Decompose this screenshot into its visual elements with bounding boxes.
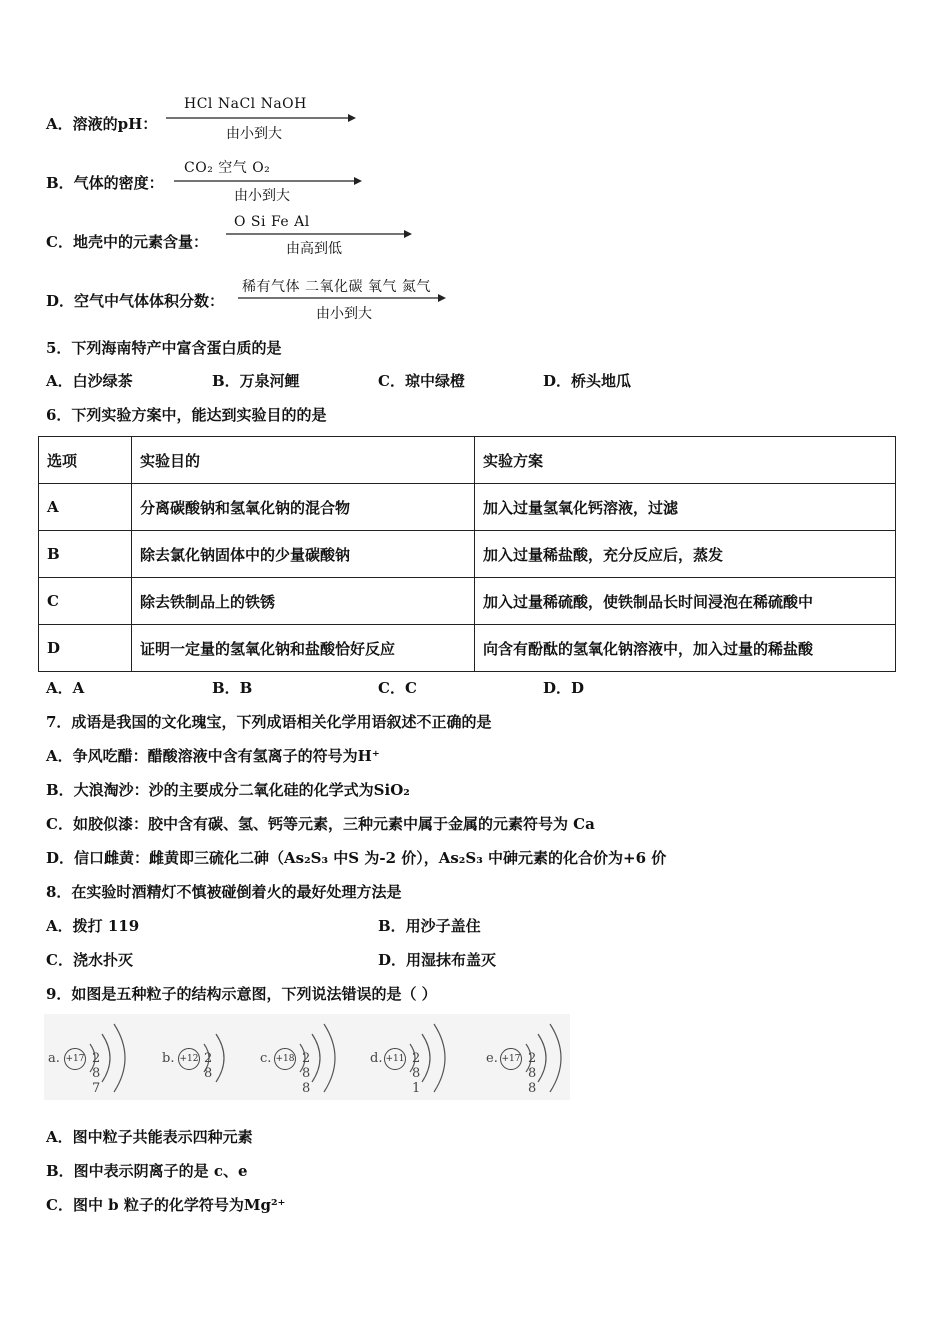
q4-option-c-label: C．地壳中的元素含量： [46,233,208,251]
q8-option-d: D．用湿抹布盖灭 [378,951,497,969]
table-header-cell: 选项 [39,437,132,484]
q6-stem: 6．下列实验方案中，能达到实验目的的是 [46,406,327,424]
table-cell: 证明一定量的氢氧化钠和盐酸恰好反应 [132,625,475,672]
table-cell: A [39,484,132,531]
electron-config: 2 8 8 [528,1051,540,1096]
q5-stem: 5．下列海南特产中富含蛋白质的是 [46,339,282,357]
table-cell: 除去氯化钠固体中的少量碳酸钠 [132,531,475,578]
nucleus-icon: +11 [384,1048,406,1070]
arrow-icon [166,113,358,123]
arrow-icon [238,293,450,303]
q9-option-b: B．图中表示阴离子的是 c、e [46,1162,248,1180]
q8-stem: 8．在实验时酒精灯不慎被碰倒着火的最好处理方法是 [46,883,402,901]
particle-label: a. [48,1051,60,1066]
q9-option-a: A．图中粒子共能表示四种元素 [46,1128,253,1146]
nucleus-icon: +12 [178,1048,200,1070]
q7-option-d: D．信口雌黄：雌黄即三硫化二砷（As₂S₃ 中S 为-2 价），As₂S₃ 中砷元素的化合价为+6 价 [46,849,667,867]
q8-option-c: C．浇水扑灭 [46,951,133,969]
q4-option-b-items: CO₂ 空气 O₂ [184,160,271,176]
q7-option-a: A．争风吃醋：醋酸溶液中含有氢离子的符号为H⁺ [46,747,380,765]
particle-label: b. [162,1051,175,1066]
table-header-cell: 实验目的 [132,437,475,484]
table-cell: B [39,531,132,578]
electron-config: 2 8 8 [302,1051,314,1096]
table-row [39,484,896,531]
q7-option-b: B．大浪淘沙：沙的主要成分二氧化硅的化学式为SiO₂ [46,781,410,799]
q8-option-b: B．用沙子盖住 [378,917,481,935]
q7-option-c: C．如胶似漆：胶中含有碳、氢、钙等元素，三种元素中属于金属的元素符号为 Ca [46,815,595,833]
nucleus-icon: +18 [274,1048,296,1070]
q4-option-b-label: B．气体的密度： [46,174,164,192]
particle-label: e. [486,1051,498,1066]
particle-label: c. [260,1051,272,1066]
q4-option-c-items: O Si Fe Al [234,214,310,230]
q4-option-d-arrow [238,276,450,324]
q7-stem: 7．成语是我国的文化瑰宝，下列成语相关化学用语叙述不正确的是 [46,713,492,731]
nucleus-icon: +17 [500,1048,522,1070]
q4-option-d-items: 稀有气体 二氧化碳 氧气 氮气 [242,279,431,295]
table-cell: C [39,578,132,625]
q4-option-a-arrow [166,96,358,144]
q5-option-b: B．万泉河鲤 [212,372,300,390]
q4-option-d-order: 由小到大 [316,306,372,322]
q5-option-a: A．白沙绿茶 [46,372,133,390]
particle-label: d. [370,1051,383,1066]
q6-option-d: D．D [543,679,585,697]
table-cell: 加入过量稀硫酸，使铁制品长时间浸泡在稀硫酸中 [475,578,896,625]
table-cell: 加入过量氢氧化钙溶液，过滤 [475,484,896,531]
table-cell: 向含有酚酞的氢氧化钠溶液中，加入过量的稀盐酸 [475,625,896,672]
table-row [39,578,896,625]
q4-option-c-arrow [226,214,416,262]
q9-option-c: C．图中 b 粒子的化学符号为Mg²⁺ [46,1196,286,1214]
q4-option-a-items: HCl NaCl NaOH [184,96,307,112]
nucleus-icon: +17 [64,1048,86,1070]
q5-option-d: D．桥头地瓜 [543,372,632,390]
q4-option-d-label: D．空气中气体体积分数： [46,292,225,310]
q4-option-b-arrow [174,157,366,205]
q4-option-b-order: 由小到大 [234,188,290,204]
table-cell: 加入过量稀盐酸，充分反应后，蒸发 [475,531,896,578]
q4-option-a-order: 由小到大 [226,126,282,142]
q5-option-c: C．琼中绿橙 [378,372,465,390]
table-cell: 除去铁制品上的铁锈 [132,578,475,625]
electron-config: 2 8 7 [92,1051,104,1096]
q9-stem: 9．如图是五种粒子的结构示意图，下列说法错误的是（ ） [46,985,437,1003]
table-cell: D [39,625,132,672]
q4-option-c-order: 由高到低 [286,241,342,257]
table-header-cell: 实验方案 [475,437,896,484]
table-row [39,625,896,672]
table-header-row [39,437,896,484]
q6-option-a: A．A [46,679,85,697]
atomic-structure-figure [44,1014,570,1100]
electron-config: 2 8 [204,1051,216,1081]
q4-option-a-label: A．溶液的pH： [46,115,158,133]
q6-table [38,436,896,672]
q6-option-c: C．C [378,679,417,697]
table-row [39,531,896,578]
q8-option-a: A．拨打 119 [46,917,140,935]
table-cell: 分离碳酸钠和氢氧化钠的混合物 [132,484,475,531]
q6-option-b: B．B [212,679,253,697]
electron-config: 2 8 1 [412,1051,424,1096]
